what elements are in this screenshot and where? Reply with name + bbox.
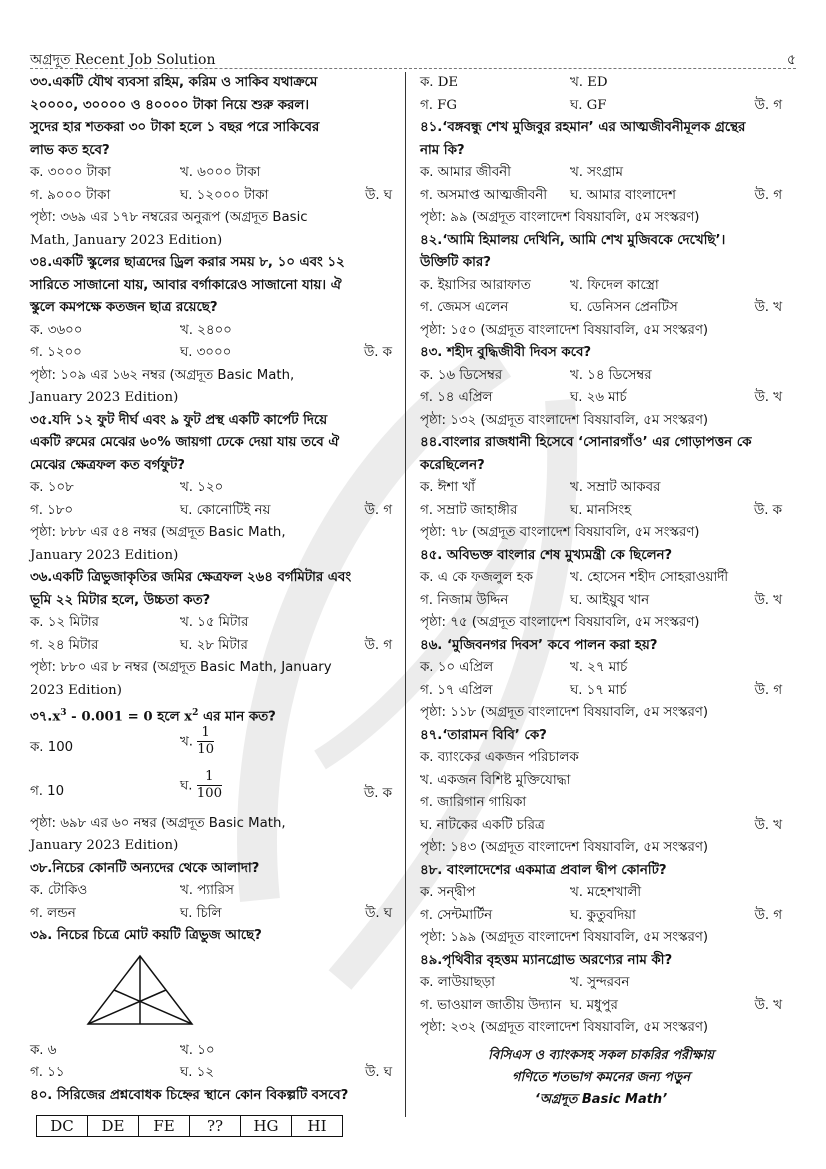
question-37 xyxy=(30,702,392,858)
option-c: গ. ১১ xyxy=(30,1065,65,1080)
question-35 xyxy=(30,410,392,568)
equation-var: x xyxy=(184,709,193,725)
options-row xyxy=(30,725,392,769)
question-text: একটি রুমের মেঝের ৬০% জায়গা ঢেকে দেয়া যায় তবে ঐ xyxy=(30,435,340,450)
sequence-table xyxy=(36,1115,343,1137)
options-row xyxy=(30,162,392,185)
column-divider xyxy=(405,72,406,1117)
option-b: খ. ১৫ মিটার xyxy=(180,615,249,630)
option-d: ঘ. GF xyxy=(570,97,607,113)
option-d: ঘ. আমার বাংলাদেশ xyxy=(570,187,676,203)
equation-tail: এর মান কত? xyxy=(198,709,276,725)
question-text: ৪৩. শহীদ বুদ্ধিজীবী দিবস কবে? xyxy=(420,345,592,360)
question-44 xyxy=(420,432,782,545)
question-text: ৩৩.একটি যৌথ ব্যবসা রহিম, করিম ও সাকিব যথাক্রমে xyxy=(30,75,318,90)
option-a: ক. ব্যাংকের একজন পরিচালক xyxy=(420,750,579,765)
source-ref: পৃষ্ঠা: ৩৬৯ এর ১৭৮ নম্বরের অনুরূপ (অগ্রদূত Basic xyxy=(30,210,308,225)
source-ref: পৃষ্ঠা: ৮৮০ এর ৮ নম্বর (অগ্রদূত Basic Math, January xyxy=(30,660,332,675)
question-text: মেঝের ক্ষেত্রফল কত বর্গফুট? xyxy=(30,457,186,473)
question-33 xyxy=(30,72,392,252)
question-40-options xyxy=(420,72,782,117)
options-row xyxy=(30,903,392,926)
option-d: ঘ. মধুপুর xyxy=(570,997,618,1013)
sequence-cell: DE xyxy=(88,1116,139,1137)
source-ref: পৃষ্ঠা: ১৯৯ (অগ্রদূত বাংলাদেশ বিষয়াবলি, ৫ম সংস্করণ) xyxy=(420,930,709,945)
answer: উ. ক xyxy=(753,502,782,518)
question-text: ৪২.‘আমি হিমালয় দেখিনি, আমি শেখ মুজিবকে দেখেছি’। xyxy=(420,232,726,248)
source-ref: January 2023 Edition) xyxy=(30,390,179,405)
answer: উ. খ xyxy=(754,390,782,405)
sequence-cell: DC xyxy=(37,1116,88,1137)
question-text: ৪০. সিরিজের প্রশ্নবোধক চিহ্নের স্থানে কোন বিকল্পটি বসবে? xyxy=(30,1087,349,1103)
option-c: গ. 10 xyxy=(30,783,65,799)
options-row xyxy=(420,680,782,703)
option-b: খ. ১২০ xyxy=(180,480,224,495)
source-ref: 2023 Edition) xyxy=(30,682,122,698)
option-c: গ. ১৭ এপ্রিল xyxy=(420,682,493,698)
option-b: খ. মহেশখালী xyxy=(570,885,642,900)
option-c: গ. FG xyxy=(420,97,458,113)
option-a: ক. ৩০০০ টাকা xyxy=(30,165,111,180)
options-row xyxy=(420,185,782,208)
triangle-figure xyxy=(80,952,200,1032)
options-row xyxy=(420,657,782,680)
options-row xyxy=(30,612,392,635)
source-ref: January 2023 Edition) xyxy=(30,547,179,563)
promo-line: গণিতে শতভাগ কমনের জন্য পড়ুন xyxy=(511,1070,691,1085)
question-text: ৩৯. নিচের চিত্রে মোট কয়টি ত্রিভুজ আছে? xyxy=(30,928,262,943)
option-a: ক. ইয়াসির আরাফাত xyxy=(420,277,531,293)
option-c: গ. ভাওয়াল জাতীয় উদ্যান xyxy=(420,997,562,1013)
option-d: ঘ. ৩০০০ xyxy=(180,345,232,360)
question-text: উক্তিটি কার? xyxy=(420,255,491,270)
options-row xyxy=(420,567,782,590)
option-b: খ. ৬০০০ টাকা xyxy=(180,165,261,180)
option-b: খ. সম্রাট আকবর xyxy=(570,480,661,495)
option-c: গ. ১৪ এপ্রিল xyxy=(420,390,493,405)
question-text: করেছিলেন? xyxy=(420,457,485,473)
equation-var: x xyxy=(52,709,61,725)
question-text: ৪৯.পৃথিবীর বৃহত্তম ম্যানগ্রোভ অরণ্যের নাম কী? xyxy=(420,952,673,968)
option-c: গ. নিজাম উদ্দিন xyxy=(420,592,509,608)
options-row xyxy=(420,905,782,928)
question-text: ৪৮. বাংলাদেশের একমাত্র প্রবাল দ্বীপ কোনটি? xyxy=(420,862,667,878)
question-text: ভূমি ২২ মিটার হলে, উচ্চতা কত? xyxy=(30,592,211,608)
question-text: ৪৬. ‘মুজিবনগর দিবস’ কবে পালন করা হয়? xyxy=(420,637,658,653)
options-row xyxy=(30,1062,392,1085)
header-title: অগ্রদূত Recent Job Solution xyxy=(30,52,216,68)
question-text: ৩৬.একটি ত্রিভুজাকৃতির জমির ক্ষেত্রফল ২৬৪ বর্গমিটার এবং xyxy=(30,570,352,585)
question-text: ৪৪.বাংলার রাজধানী হিসেবে ‘সোনারগাঁও’ এর গোড়াপত্তন কে xyxy=(420,435,752,450)
option-a: ক. ১০ এপ্রিল xyxy=(420,660,494,675)
options-row xyxy=(420,995,782,1018)
options-row xyxy=(420,500,782,523)
option-c: গ. ৯০০০ টাকা xyxy=(30,187,111,203)
option-b: খ. হোসেন শহীদ সোহরাওয়ার্দী xyxy=(570,570,729,585)
answer: উ. খ xyxy=(754,300,782,315)
question-38 xyxy=(30,858,392,926)
sequence-cell: HI xyxy=(292,1116,343,1137)
question-text: সারিতে সাজানো যায়, আবার বর্গাকারেও সাজানো যায়। ঐ xyxy=(30,277,342,293)
question-text: ৪৭.‘তারামন বিবি’ কে? xyxy=(420,727,547,743)
option-b: খ. ২৪০০ xyxy=(180,322,232,338)
options-row xyxy=(420,590,782,613)
option-b: খ. ১৪ ডিসেম্বর xyxy=(570,367,652,383)
options-row xyxy=(420,972,782,995)
option-a: ক. লাউয়াছড়া xyxy=(420,975,495,990)
left-column xyxy=(30,72,392,1137)
fraction-numerator: 1 xyxy=(197,769,222,786)
options-row xyxy=(420,815,782,838)
source-ref: পৃষ্ঠা: ১১৮ (অগ্রদূত বাংলাদেশ বিষয়াবলি, ৫ম সংস্করণ) xyxy=(420,705,709,720)
sequence-cell: FE xyxy=(139,1116,190,1137)
answer: উ. গ xyxy=(754,187,782,203)
option-d: ঘ. ডেনিসন প্রেনটিস xyxy=(570,300,678,315)
source-ref: পৃষ্ঠা: ৬৯৮ এর ৬০ নম্বর (অগ্রদূত Basic Math, xyxy=(30,815,286,831)
question-text: নাম কি? xyxy=(420,142,465,158)
question-text: স্কুলে কমপক্ষে কতজন ছাত্র রয়েছে? xyxy=(30,300,218,315)
option-b: খ. ED xyxy=(570,75,608,90)
option-d: ঘ. কুতুবদিয়া xyxy=(570,907,636,923)
option-c: গ. ১৮০ xyxy=(30,502,74,518)
question-text: ৩৫.যদি ১২ ফুট দীর্ঘ এবং ৯ ফুট প্রস্থ একটি কার্পেট দিয়ে xyxy=(30,412,328,428)
option-c: গ. জেমস এলেন xyxy=(420,300,509,315)
option-d: ঘ. নাটকের একটি চরিত্র xyxy=(420,817,545,833)
options-row xyxy=(420,882,782,905)
option-b: খ. সুন্দরবন xyxy=(570,975,630,990)
question-41 xyxy=(420,117,782,230)
option-b xyxy=(180,725,214,758)
option-a: ক. ১০৮ xyxy=(30,480,74,495)
question-49 xyxy=(420,950,782,1040)
fraction xyxy=(197,769,222,802)
option-c: গ. ১২০০ xyxy=(30,345,82,360)
option-a: ক. DE xyxy=(420,75,459,90)
question-text: ৪৫. অবিভক্ত বাংলার শেষ মুখ্যমন্ত্রী কে ছিলেন? xyxy=(420,547,673,563)
option-a: ক. 100 xyxy=(30,739,74,755)
option-b: খ. ১০ xyxy=(180,1042,215,1058)
option-d: ঘ. ২৮ মিটার xyxy=(180,637,248,653)
options-row xyxy=(420,365,782,388)
option-a: ক. টোকিও xyxy=(30,883,88,898)
options-row xyxy=(30,185,392,208)
question-40 xyxy=(30,1085,392,1138)
option-c: গ. লন্ডন xyxy=(30,905,76,921)
answer: উ. গ xyxy=(754,907,782,923)
option-d: ঘ. আইয়ুব খান xyxy=(570,592,650,608)
source-ref: পৃষ্ঠা: ৮৮৮ এর ৫৪ নম্বর (অগ্রদূত Basic Math, xyxy=(30,525,286,540)
option-a: ক. ১৬ ডিসেম্বর xyxy=(420,367,503,383)
source-ref: পৃষ্ঠা: ৭৫ (অগ্রদূত বাংলাদেশ বিষয়াবলি, ৫ম সংস্করণ) xyxy=(420,615,700,630)
question-39 xyxy=(30,925,392,1085)
options-row xyxy=(420,297,782,320)
question-number: ৩৭. xyxy=(30,709,53,725)
options-row xyxy=(30,635,392,658)
answer: উ. ক xyxy=(363,785,392,801)
options-row xyxy=(420,72,782,95)
option-d-label: ঘ. xyxy=(180,778,193,793)
sequence-cell: ?? xyxy=(190,1116,241,1137)
fraction-denominator: 100 xyxy=(196,785,223,801)
option-a: ক. এ কে ফজলুল হক xyxy=(420,570,533,585)
equation-exponent: 3 xyxy=(60,708,67,718)
answer: উ. ক xyxy=(363,345,392,360)
option-d: ঘ. ১৭ মার্চ xyxy=(570,682,627,698)
source-ref: পৃষ্ঠা: ১৪৩ (অগ্রদূত বাংলাদেশ বিষয়াবলি, ৫ম সংস্করণ) xyxy=(420,840,709,855)
options-row xyxy=(30,500,392,523)
question-43 xyxy=(420,342,782,432)
option-d: ঘ. ২৬ মার্চ xyxy=(570,390,627,405)
question-text: ৪১.‘বঙ্গবন্ধু শেখ মুজিবুর রহমান’ এর আত্মজীবনীমূলক গ্রন্থের xyxy=(420,120,746,135)
question-text: ২০০০০, ৩০০০০ ও ৪০০০০ টাকা নিয়ে শুরু করল। xyxy=(30,97,310,113)
question-text xyxy=(30,702,392,725)
question-text: লাভ কত হবে? xyxy=(30,142,110,158)
option-c: গ. সেন্টমার্টিন xyxy=(420,907,493,923)
answer: উ. গ xyxy=(364,637,392,653)
source-ref: Math, January 2023 Edition) xyxy=(30,232,223,248)
option-b: খ. একজন বিশিষ্ট মুক্তিযোদ্ধা xyxy=(420,772,571,788)
options-row xyxy=(30,1040,392,1063)
options-row xyxy=(30,880,392,903)
page-header xyxy=(30,48,796,69)
question-42 xyxy=(420,230,782,343)
source-ref: পৃষ্ঠা: ২৩২ (অগ্রদূত বাংলাদেশ বিষয়াবলি, ৫ম সংস্করণ) xyxy=(420,1020,709,1035)
option-d: ঘ. মানসিংহ xyxy=(570,502,632,518)
option-c: গ. জারিগান গায়িকা xyxy=(420,795,527,810)
answer: উ. গ xyxy=(754,97,782,113)
option-b: খ. ২৭ মার্চ xyxy=(570,660,628,675)
fraction xyxy=(197,725,214,758)
options-row xyxy=(420,477,782,500)
answer: উ. খ xyxy=(754,817,782,833)
answer: উ. গ xyxy=(754,682,782,698)
source-ref: পৃষ্ঠা: ১০৯ এর ১৬২ নম্বর (অগ্রদূত Basic Math, xyxy=(30,367,295,383)
option-d: ঘ. ১২০০০ টাকা xyxy=(180,187,269,203)
question-45 xyxy=(420,545,782,635)
options-row xyxy=(420,95,782,118)
option-c: গ. ২৪ মিটার xyxy=(30,637,99,653)
option-b: খ. ফিদেল কাস্ত্রো xyxy=(570,277,659,293)
option-c: গ. সম্রাট জাহাঙ্গীর xyxy=(420,502,518,518)
source-ref: পৃষ্ঠা: ১৩২ (অগ্রদূত বাংলাদেশ বিষয়াবলি, ৫ম সংস্করণ) xyxy=(420,412,709,428)
question-text: ৩৮.নিচের কোনটি অন্যদের থেকে আলাদা? xyxy=(30,860,260,876)
option-c: গ. অসমাপ্ত আত্মজীবনী xyxy=(420,187,548,203)
option-a: ক. ১২ মিটার xyxy=(30,615,99,630)
fraction-numerator: 1 xyxy=(197,725,214,742)
question-48 xyxy=(420,860,782,950)
right-column xyxy=(420,72,782,1040)
question-47 xyxy=(420,725,782,860)
options-row xyxy=(420,387,782,410)
question-36 xyxy=(30,567,392,702)
promo-block xyxy=(420,1045,782,1111)
answer: উ. ঘ xyxy=(364,905,392,921)
options-row xyxy=(30,769,392,813)
equation-word: হলে xyxy=(157,709,185,725)
promo-line: ‘অগ্রদূত Basic Math’ xyxy=(534,1092,668,1107)
question-text: সুদের হার শতকরা ৩০ টাকা হলে ১ বছর পরে সাকিবের xyxy=(30,120,320,135)
answer: উ. খ xyxy=(754,997,782,1013)
option-b: খ. সংগ্রাম xyxy=(570,165,623,180)
question-46 xyxy=(420,635,782,725)
option-a: ক. ৩৬০০ xyxy=(30,322,83,338)
options-row xyxy=(420,162,782,185)
answer: উ. ঘ xyxy=(364,187,392,203)
option-d: ঘ. ১২ xyxy=(180,1065,214,1080)
equation-exponent: 2 xyxy=(192,708,199,718)
question-34 xyxy=(30,252,392,410)
sequence-cell: HG xyxy=(241,1116,292,1137)
answer: উ. খ xyxy=(754,592,782,608)
option-a: ক. আমার জীবনী xyxy=(420,165,511,180)
option-d: ঘ. চিলি xyxy=(180,905,222,921)
question-text: ৩৪.একটি স্কুলের ছাত্রদের ড্রিল করার সময় ৮, ১০ এবং ১২ xyxy=(30,255,345,270)
option-b: খ. প্যারিস xyxy=(180,883,234,898)
option-a: ক. ৬ xyxy=(30,1042,57,1058)
option-d: ঘ. কোনোটিই নয় xyxy=(180,502,271,518)
option-a: ক. সন্দ্বীপ xyxy=(420,885,476,900)
option-a: ক. ঈশা খাঁ xyxy=(420,480,475,495)
answer: উ. ঘ xyxy=(364,1065,392,1080)
option-b-label: খ. xyxy=(180,734,193,749)
source-ref: পৃষ্ঠা: ১৫০ (অগ্রদূত বাংলাদেশ বিষয়াবলি, ৫ম সংস্করণ) xyxy=(420,322,709,338)
source-ref: পৃষ্ঠা: ৭৮ (অগ্রদূত বাংলাদেশ বিষয়াবলি, ৫ম সংস্করণ) xyxy=(420,525,700,540)
fraction-denominator: 10 xyxy=(197,741,215,757)
source-ref: পৃষ্ঠা: ৯৯ (অগ্রদূত বাংলাদেশ বিষয়াবলি, ৫ম সংস্করণ) xyxy=(420,210,700,225)
promo-line: বিসিএস ও ব্যাংকসহ সকল চাকরির পরীক্ষায় xyxy=(488,1048,714,1063)
equation-body: - 0.001 = 0 xyxy=(66,709,158,725)
options-row xyxy=(420,275,782,298)
options-row xyxy=(30,320,392,343)
page-number: ৫ xyxy=(786,52,796,68)
option-d xyxy=(180,769,222,802)
options-row xyxy=(30,342,392,365)
answer: উ. গ xyxy=(364,502,392,518)
options-row xyxy=(30,477,392,500)
source-ref: January 2023 Edition) xyxy=(30,838,179,853)
